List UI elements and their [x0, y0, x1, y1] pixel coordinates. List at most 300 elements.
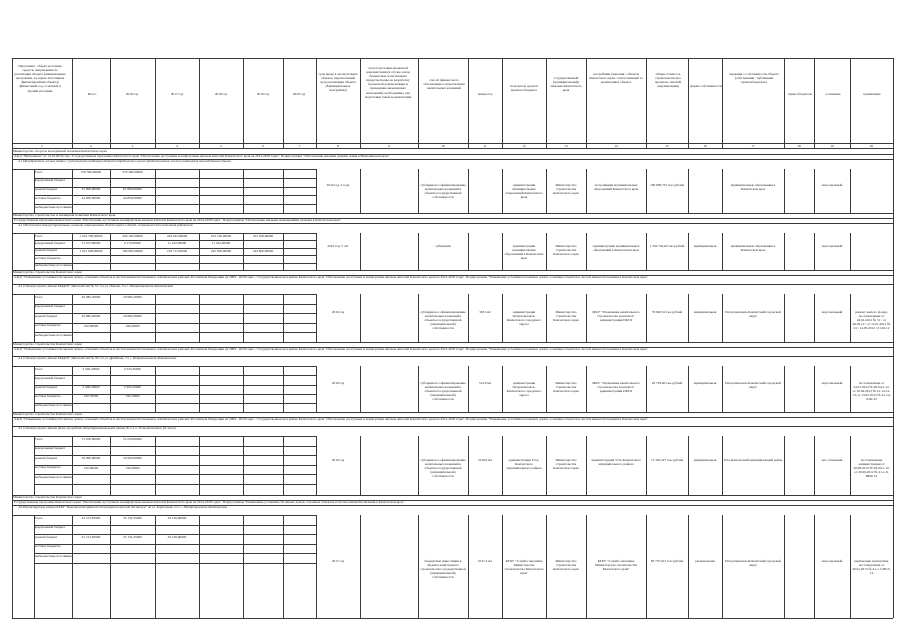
section-vline: [155, 366, 156, 412]
ownership-cell: муниципальная: [693, 381, 717, 386]
section-vline: [850, 366, 851, 412]
amount-cell: 2 546,20000: [82, 367, 100, 371]
header-col-2017: 2017 год: [170, 92, 184, 96]
section-vline: [688, 366, 689, 412]
source-label: внебюджетные источники: [34, 474, 72, 479]
header-col-2016: 2016 год: [125, 92, 139, 96]
section-vline: [316, 515, 317, 618]
header-number: 7: [298, 143, 301, 148]
section-program: Государственная программа Камчатского края "Обеспечение доступным и комфортным жильем жителей Камчатского края на 2014-2018 годы". Подпрограмма "Обеспечение жилыми помещениями граждан в Камчатском крае": [14, 218, 342, 222]
section-vline: [72, 169, 73, 213]
section-vline: [316, 233, 317, 270]
section-vline: [360, 233, 361, 270]
section-vline: [586, 436, 587, 495]
amount-cell: 51 050,00000: [81, 437, 101, 441]
section-bottom-line: [12, 618, 893, 619]
source-label: внебюджетные источники: [34, 553, 72, 558]
section-vline: [72, 233, 73, 270]
section-vline: [155, 515, 156, 618]
grid-vline: [418, 58, 419, 148]
header-col-note: примечание: [863, 92, 881, 96]
source-label: федеральный бюджет: [34, 525, 66, 530]
header-number: 20: [869, 143, 874, 148]
amount-cell: 2 396,50000: [82, 385, 100, 390]
note-cell: постановление администрации от 20.08.2012 № 06-04/1-12, от 20.06.2012 № 41-1-9-8699-12: [853, 457, 890, 478]
section-vline: [110, 436, 111, 495]
grid-vline: [283, 58, 284, 148]
term-cell: 2017 год: [331, 558, 345, 563]
header-number: 12: [522, 143, 526, 148]
header-col-developer: застройщик (заказчик / объекты Камчатского края / ответственный за реализацию) объекта: [589, 72, 643, 85]
amount-cell: 11 232,00000: [211, 241, 231, 246]
section-vline: [34, 294, 35, 342]
section-vline: [850, 294, 851, 342]
section-program: 4.4(4) "Повышение устойчивости жилых домов, основных объектов и систем жизнеобеспечения в сейсмических районах Российской Федерации на 2009 - 2018 годы" / Государственная программа Камчатского края "Обеспечение доступным и комфортным жильем жителей Камчатского края на 2014-2018 годы". Подпрограмма "Повышение устойчивости жилых домов, основных объектов и систем жизнеобеспечения в Камчатском крае": [14, 417, 648, 421]
table-top-border: [12, 58, 893, 59]
header-number: 8: [337, 143, 339, 148]
capacity-cell: 3031 м2: [479, 310, 491, 315]
basis-cell: персональный: [821, 310, 843, 315]
amount-cell: 20 982,20000: [81, 295, 101, 299]
amount-cell: 242 508,00000: [210, 248, 232, 253]
header-col-basis: основание: [825, 92, 841, 96]
section-vline: [243, 169, 244, 213]
section-vline: [468, 233, 469, 270]
section-vline: [546, 436, 547, 495]
source-label: местные бюджеты: [34, 195, 61, 200]
section-vline: [34, 366, 35, 412]
source-label: местные бюджеты: [34, 544, 61, 549]
header-number: 14: [614, 143, 618, 148]
section-vline: [502, 233, 503, 270]
section-title: Министерство строительства Камчатского края: [13, 270, 82, 274]
section-vline: [468, 366, 469, 412]
amount-cell: 9 170,00000: [124, 241, 141, 246]
cost-cell: 1 259 742,00 тыс.рублей: [649, 243, 685, 248]
amount-cell: 199 995,00000: [122, 248, 143, 253]
developer-cell: МКУ "Управление капитального строительства и ремонта" администрации ПКГО: [592, 310, 640, 323]
section-vline: [850, 169, 851, 213]
owner-cell: Усть-Камчатский муниципальный район: [723, 457, 783, 462]
grid-vline: [688, 58, 689, 148]
cost-cell: 166 909,755 тыс.рублей: [650, 183, 684, 188]
header-col-2019: 2019 год: [256, 92, 270, 96]
owner-cell: муниципальные образования в Камчатском крае: [730, 243, 776, 252]
ownership-cell: региональная: [695, 558, 715, 563]
note-cell: постановление от 24.01.2012 № 06-04/1-12, от 30.04.2013 № 41-14-12-13, от 13.05.2015 № 41-14-9-60-12: [852, 381, 891, 402]
section-program: 4.4(1) "Вилючинск" от 14.10.2016 года / Государственная программа Камчатского края "Обеспечение доступным и комфортным жильем жителей Камчатского края на 2014-2018 годы". Подпрограмма "Обеспечение жилыми домами семей в Вилючинском крае": [14, 154, 390, 158]
owner-cell: Петропавловск-Камчатский городской округ: [725, 558, 781, 567]
section-vline: [722, 233, 723, 270]
recipient-cell: администрация Усть-Камчатского муниципального района: [506, 457, 542, 470]
amount-cell: 31 072,00000: [81, 241, 101, 246]
source-label: Итого: [34, 169, 43, 174]
header-col-term: срок ввода в эксплуатацию объекта, перенесенный срок реализации объекта (Муниципальное программы): [318, 72, 358, 93]
amount-cell: 61 213,95900: [81, 515, 101, 520]
source-row-line: [34, 403, 317, 404]
source-label: краевой бюджет: [34, 187, 58, 192]
section-vline: [646, 515, 647, 618]
section-vline: [283, 515, 284, 618]
customer-cell: Министерство строительства Камчатского края: [553, 457, 579, 470]
amount-cell: 229 943,00000: [166, 233, 188, 238]
section-vline: [243, 515, 244, 618]
section-vline: [586, 169, 587, 213]
customer-cell: Министерство строительства Камчатского края: [553, 243, 579, 256]
section-vline: [155, 233, 156, 270]
header-col-capacity: мощность: [477, 92, 493, 96]
amount-cell: 50 900,00000: [123, 456, 142, 460]
section-vline: [814, 436, 815, 495]
header-number: 10: [441, 143, 445, 148]
header-number: 5: [220, 143, 222, 148]
recipient-cell: КГКУ "Служба заказчика Министерства строительства Камчатского края": [504, 558, 544, 575]
grid-vline: [72, 58, 73, 148]
section-vline: [646, 294, 647, 342]
section-vline: [360, 366, 361, 412]
section-vline: [688, 436, 689, 495]
header-number: 6: [262, 143, 264, 148]
grid-vline: [850, 58, 851, 148]
section-vline: [243, 366, 244, 412]
grid-vline: [722, 58, 723, 148]
section-vline: [418, 436, 419, 495]
amount-cell: 51 050,00000: [123, 437, 142, 441]
section-vline: [502, 436, 503, 495]
section-vline: [72, 515, 73, 618]
section-object: 4.5 Сейсмоусиление здания (Блок А) средней общеобразовательной школы № 2 в п. Усть-Камчатск (II этап): [18, 426, 176, 431]
amount-cell: 1 021 628,00000: [79, 248, 103, 253]
customer-cell: Министерство строительства Камчатского края: [553, 381, 579, 394]
section-vline: [283, 294, 284, 342]
amount-cell: 150,70000: [125, 394, 140, 399]
section-vline: [360, 294, 361, 342]
grid-vline: [893, 58, 894, 618]
source-label: федеральный бюджет: [34, 240, 66, 245]
recipient-cell: администрация муниципальных образований Камчатского края: [505, 183, 543, 200]
grid-vline: [199, 58, 200, 148]
source-row-line: [34, 263, 317, 264]
grid-vline: [316, 58, 317, 148]
section-vline: [722, 169, 723, 213]
grid-vline: [155, 58, 156, 148]
grid-vline: [502, 58, 503, 148]
term-cell: 2016 год: [331, 457, 345, 462]
amount-cell: 61 213,95900: [81, 534, 101, 539]
section-vline: [199, 366, 200, 412]
section-vline: [814, 169, 815, 213]
section-vline: [34, 515, 35, 618]
grid-vline: [784, 58, 785, 148]
section-vline: [546, 366, 547, 412]
section-vline: [502, 169, 503, 213]
section-vline: [34, 169, 35, 213]
section-vline: [722, 366, 723, 412]
section-object: 4.2 Обеспечение благоустроенными жилыми помещениями детей-сирот и детей, оставшихся без попечения родителей: [18, 223, 193, 228]
amount-cell: 218 711,00000: [166, 248, 188, 253]
source-label: местные бюджеты: [34, 394, 61, 399]
section-vline: [283, 169, 284, 213]
source-label: федеральный бюджет: [34, 446, 66, 451]
section-vline: [316, 366, 317, 412]
amount-cell: 1 052 700,00000: [79, 233, 103, 238]
amount-cell: 209 165,00000: [122, 233, 143, 238]
header-number: 9: [388, 143, 390, 148]
section-vline: [418, 169, 419, 213]
owner-cell: муниципальные образования в Камчатском крае: [730, 183, 776, 192]
section-vline: [784, 436, 785, 495]
header-col-design: срок подготовки проектной документации (в случае, когда бюджетные ассигнования предусмотрены на разработку проектной документации и проведение инженерных изысканий), необходимых для подготовки такой документации: [364, 66, 412, 99]
section-bottom-line: [12, 270, 893, 271]
note-cell: ремонт жилого фонда, постановление от 24.01.2012 № 51 / от 06.05.12 / от 12.01.2012 № 01 / 14.05.2012 / 01.02.12: [852, 310, 891, 331]
header-col-method: способ финансового обеспечения осуществления капитальных вложений: [423, 78, 465, 91]
developer-cell: застройщики муниципальных образований Камчатского края: [593, 183, 639, 192]
section-vline: [502, 294, 503, 342]
section-vline: [688, 233, 689, 270]
section-vline: [418, 366, 419, 412]
recipient-cell: администрация Петропавловск-Камчатского городского округа: [506, 310, 542, 327]
capacity-cell: 2128,0 м2: [477, 457, 492, 462]
section-vline: [814, 294, 815, 342]
header-number: 15: [665, 143, 669, 148]
term-cell: 2016 год, 5 лет: [327, 243, 349, 248]
basis-cell: персональный: [821, 183, 843, 188]
section-vline: [850, 515, 851, 618]
section-object: 4.6 Реконструкция здания КГБУ "Камчатский краевой психоневрологический диспансер" по ул. Кирпичная, 22 в г. Петропавловске-Камчатском: [18, 505, 227, 510]
section-vline: [110, 515, 111, 618]
source-row-line: [34, 553, 317, 554]
header-numbers-border: [12, 148, 893, 149]
amount-cell: 50 900,00000: [81, 456, 101, 460]
section-vline: [784, 366, 785, 412]
section-bottom-line: [12, 495, 893, 496]
source-label: местные бюджеты: [34, 465, 61, 470]
source-label: краевой бюджет: [34, 313, 58, 318]
method-cell: субсидия на софинансирование капитальных вложений в объекты государственной (муниципальной) собственности: [420, 381, 466, 402]
section-vline: [468, 515, 469, 618]
section-program: Государственная программа Камчатского края "Обеспечение доступным и комфортным жильем жителей Камчатского края на 2014-2018 годы". Подпрограмма "Повышение устойчивости жилых домов, основных объектов и систем жизнеобеспечения в Камчатском крае": [14, 500, 405, 504]
source-label: Итого: [34, 233, 43, 238]
source-row-line: [34, 563, 317, 564]
section-vline: [72, 294, 73, 342]
header-number: 17: [751, 143, 755, 148]
section-vline: [784, 294, 785, 342]
source-row-line: [34, 204, 317, 205]
source-row-line: [34, 255, 317, 256]
amount-cell: 2 545,20000: [124, 367, 141, 371]
amount-cell: 20 882,00000: [123, 314, 142, 318]
amount-cell: 61 800,00000: [123, 187, 142, 192]
basis-cell: персональный: [821, 381, 843, 386]
term-cell: 2016 год: [331, 310, 345, 315]
developer-cell: КГКУ "Служба заказчика Министерства строительства Камчатского края": [594, 558, 638, 571]
section-vline: [34, 233, 35, 270]
section-vline: [199, 436, 200, 495]
developer-cell: Администрация Усть-Камчатского муниципального района: [591, 457, 641, 466]
section-vline: [586, 294, 587, 342]
ownership-cell: муниципальная: [693, 243, 717, 248]
section-vline: [814, 366, 815, 412]
section-vline: [784, 233, 785, 270]
section-vline: [468, 436, 469, 495]
recipient-cell: администрации муниципальных образований в Камчатском крае: [504, 243, 544, 260]
amount-cell: 26 109,60000: [167, 515, 187, 520]
section-vline: [546, 294, 547, 342]
source-label: Итого: [34, 436, 43, 441]
section-vline: [784, 169, 785, 213]
grid-vline: [814, 58, 815, 148]
method-cell: субвенции: [435, 243, 451, 248]
header-col-program: Программа / объект, источник средств, направление по реализации объекта (наименование программы, в разрезе источников финансирования объекта) финансовый год, основной и прочий источник: [14, 64, 66, 93]
section-object: 4.1 Приобретение жилых домов с учетом ранее подтвержденной потребности в целях предоставления жилого помещения многодетным семьям: [18, 159, 231, 164]
section-vline: [110, 233, 111, 270]
grid-vline: [468, 58, 469, 148]
section-vline: [283, 366, 284, 412]
section-vline: [283, 436, 284, 495]
section-vline: [502, 366, 503, 412]
amount-cell: 20 882,00000: [81, 314, 101, 318]
section-vline: [243, 436, 244, 495]
source-row-line: [34, 474, 317, 475]
section-vline: [468, 294, 469, 342]
section-vline: [850, 436, 851, 495]
note-cell: заключение экспертизы, постановление от 20.01.2013 № 41-1-3-0013-14: [852, 558, 891, 575]
amount-cell: 244 800,00000: [252, 248, 274, 253]
amount-cell: 2 395,50000: [124, 385, 141, 390]
section-vline: [199, 169, 200, 213]
grid-vline: [360, 58, 361, 148]
basis-cell: персональный: [821, 243, 843, 248]
section-vline: [784, 515, 785, 618]
capacity-cell: 6131,3 м2: [477, 558, 492, 563]
recipient-cell: администрация Петропавловск-Камчатского городского округа: [506, 381, 542, 398]
section-title: Министерство строительства Камчатского края: [13, 495, 82, 499]
section-vline: [688, 169, 689, 213]
header-col-2018: 2018 год: [214, 92, 228, 96]
amount-cell: 35 154,35900: [123, 515, 142, 520]
basis-cell: персональный: [821, 558, 843, 563]
source-row-line: [34, 525, 317, 526]
section-vline: [586, 366, 587, 412]
header-number: 2: [90, 143, 92, 148]
section-vline: [243, 233, 244, 270]
amount-cell: 26 109,60000: [167, 534, 187, 539]
amount-cell: 253 740,00000: [210, 233, 232, 238]
amount-cell: 150,70000: [83, 394, 99, 399]
owner-cell: Петропавловск-Камчатский городской округ: [725, 310, 781, 319]
cost-cell: 29 759,60 тыс.рублей: [651, 381, 683, 386]
section-vline: [316, 294, 317, 342]
amount-cell: 100,00000: [83, 323, 99, 328]
source-label: местные бюджеты: [34, 323, 61, 328]
section-object: 4.4 Сейсмоусиление здания МАДОУ "Детский сад № 36" по ул. Драбкина, 7 в г. Петропавловске-Камчатском: [18, 356, 177, 361]
section-vline: [316, 169, 317, 213]
section-bottom-line: [12, 412, 893, 413]
header-number: 16: [703, 143, 707, 148]
section-vline: [850, 233, 851, 270]
ownership-cell: муниципальная: [693, 310, 717, 315]
source-row-line: [34, 178, 317, 179]
header-number: 4: [176, 143, 178, 148]
header-col-owner: сведения о собственности объекта (собственник / публичный правообладатель): [729, 72, 779, 85]
header-number: 13: [564, 143, 568, 148]
source-label: краевой бюджет: [34, 455, 58, 460]
section-title: Министерство строительства и жилищной политики Камчатского края: [13, 213, 116, 217]
cost-cell: 71 363,427 тыс.рублей: [650, 457, 684, 462]
section-vline: [722, 515, 723, 618]
method-cell: субсидия на софинансирование капитальных вложений в объекты государственной собственности: [420, 183, 466, 200]
section-vline: [418, 515, 419, 618]
section-vline: [360, 515, 361, 618]
header-col-total: Итого: [87, 92, 97, 96]
grid-vline: [12, 58, 13, 618]
section-vline: [155, 169, 156, 213]
section-title: Министерство строительства Камчатского края: [13, 342, 82, 346]
header-number: 19: [830, 143, 834, 148]
section-program: 4.4(2) "Повышение устойчивости жилых домов, основных объектов и систем жизнеобеспечения в сейсмических районах Российской Федерации на 2009 - 2018 годы" / Государственная программа Камчатского края "Обеспечение доступным и комфортным жильем жителей Камчатского края на 2014-2018 годы". Подпрограмма "Повышение устойчивости жилых домов, основных объектов и систем жизнеобеспечения в Камчатском крае": [14, 275, 648, 279]
section-vline: [199, 294, 200, 342]
grid-vline: [586, 58, 587, 148]
basis-cell: нет основания: [821, 457, 843, 462]
source-label: внебюджетные источники: [34, 332, 72, 337]
section-vline: [72, 366, 73, 412]
source-row-line: [34, 446, 317, 447]
amount-cell: 61 800,00000: [81, 187, 101, 192]
amount-cell: 44 850,00000: [81, 196, 101, 201]
customer-cell: Министерство строительства Камчатского края: [553, 310, 579, 323]
amount-cell: 150,00000: [83, 465, 99, 470]
method-cell: субсидия на софинансирование капитальных вложений в объекты государственной (муниципальной) собственности: [420, 310, 466, 331]
header-col-recipient: получатель средств краевого бюджета: [509, 84, 539, 93]
section-vline: [418, 233, 419, 270]
source-label: внебюджетные источники: [34, 204, 72, 209]
section-title: Министерство строительства Камчатского края: [13, 412, 82, 416]
section-vline: [34, 436, 35, 495]
grid-vline: [646, 58, 647, 148]
owner-cell: Петропавловск-Камчатский городской округ: [725, 381, 781, 390]
developer-cell: администрации муниципальных образований в Камчатском крае: [592, 243, 640, 252]
source-label: краевой бюджет: [34, 385, 58, 390]
section-bottom-line: [12, 342, 893, 343]
section-vline: [418, 294, 419, 342]
customer-cell: Министерство строительства Камчатского края: [553, 183, 579, 196]
section-vline: [316, 436, 317, 495]
grid-vline: [110, 58, 111, 148]
header-col-ownership: форма собственности: [690, 84, 722, 88]
amount-cell: 100,00000: [125, 323, 140, 328]
section-vline: [199, 515, 200, 618]
section-vline: [546, 169, 547, 213]
capacity-cell: 512,9 м2: [478, 381, 492, 386]
header-number: 18: [797, 143, 801, 148]
section-vline: [110, 294, 111, 342]
section-vline: [502, 515, 503, 618]
header-col-customer: государственный (муниципальный) заказчик Камчатского края: [550, 76, 582, 93]
source-label: федеральный бюджет: [34, 178, 66, 183]
header-number: 11: [483, 143, 487, 148]
section-vline: [360, 169, 361, 213]
section-vline: [283, 233, 284, 270]
section-vline: [360, 436, 361, 495]
section-vline: [722, 436, 723, 495]
amount-cell: 11 232,00000: [167, 241, 187, 246]
section-vline: [468, 169, 469, 213]
source-row-line: [34, 375, 317, 376]
source-row-line: [34, 332, 317, 333]
customer-cell: Министерство строительства Камчатского края: [553, 558, 579, 571]
section-vline: [688, 515, 689, 618]
section-vline: [155, 294, 156, 342]
